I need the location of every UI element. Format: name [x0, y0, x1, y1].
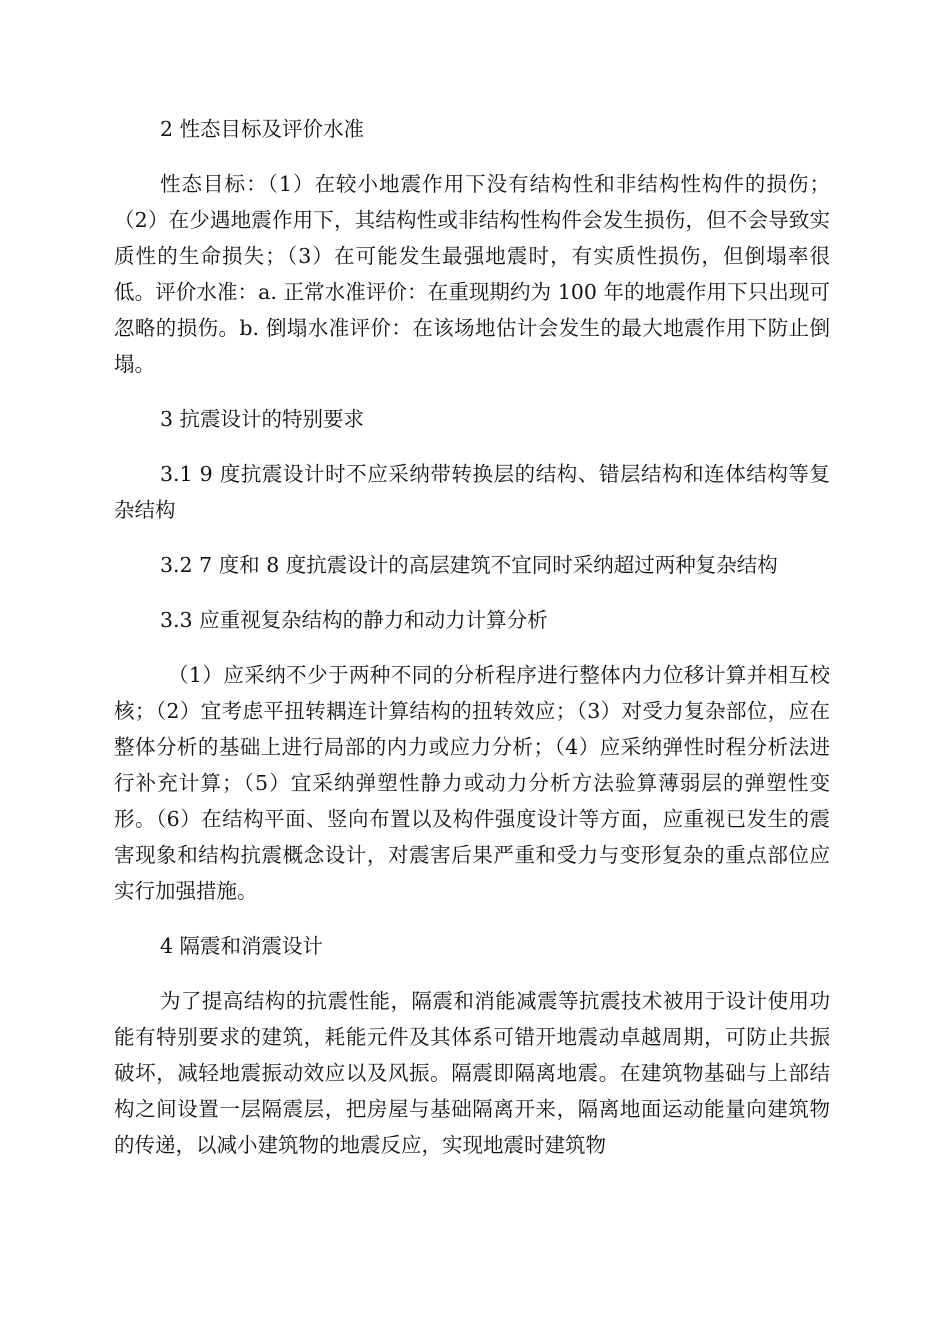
- paragraph-performance-goals: 性态目标：（1）在较小地震作用下没有结构性和非结构性构件的损伤；（2）在少遇地震作用下，其结构性或非结构性构件会发生损伤，但不会导致实质性的生命损失；（3）在可能发生最强地震时，有实质性损伤，但倒塌率很低。评价水准：a. 正常水准评价：在重现期约为 100 年的地震作用下只出现可忽略的损伤。b. 倒塌水准评价：在该场地估计会发生的最大地震作用下防止倒塌。: [114, 172, 830, 376]
- document-body: [114, 111, 830, 1163]
- paragraph-isolation-design: 为了提高结构的抗震性能，隔震和消能减震等抗震技术被用于设计使用功能有特别要求的建筑，耗能元件及其体系可错开地震动卓越周期，可防止共振破坏，减轻地震振动效应以及风振。隔震即隔离地震。在建筑物基础与上部结构之间设置一层隔震层，把房屋与基础隔离开来，隔离地面运动能量向建筑物的传递，以减小建筑物的地震反应，实现地震时建筑物: [114, 989, 830, 1157]
- section-heading-special-requirements: 3 抗震设计的特别要求: [160, 407, 365, 431]
- paragraph-requirement-3-2: 3.2 7 度和 8 度抗震设计的高层建筑不宜同时采纳超过两种复杂结构: [160, 553, 778, 577]
- paragraph-analysis-items: （1）应采纳不少于两种不同的分析程序进行整体内力位移计算并相互校核；（2）宜考虑平扭转耦连计算结构的扭转效应；（3）对受力复杂部位，应在整体分析的基础上进行局部的内力或应力分析；（4）应采纳弹性时程分析法进行补充计算；（5）宜采纳弹塑性静力或动力分析方法验算薄弱层的弹塑性变形。（6）在结构平面、竖向布置以及构件强度设计等方面，应重视已发生的震害现象和结构抗震概念设计，对震害后果严重和受力与变形复杂的重点部位应实行加强措施。: [114, 663, 830, 903]
- section-heading-performance-goals: 2 性态目标及评价水准: [160, 117, 365, 141]
- section-heading-isolation-design: 4 隔震和消震设计: [160, 934, 324, 958]
- paragraph-requirement-3-3: 3.3 应重视复杂结构的静力和动力计算分析: [160, 608, 548, 632]
- paragraph-requirement-3-1: 3.1 9 度抗震设计时不应采纳带转换层的结构、错层结构和连体结构等复杂结构: [114, 462, 830, 522]
